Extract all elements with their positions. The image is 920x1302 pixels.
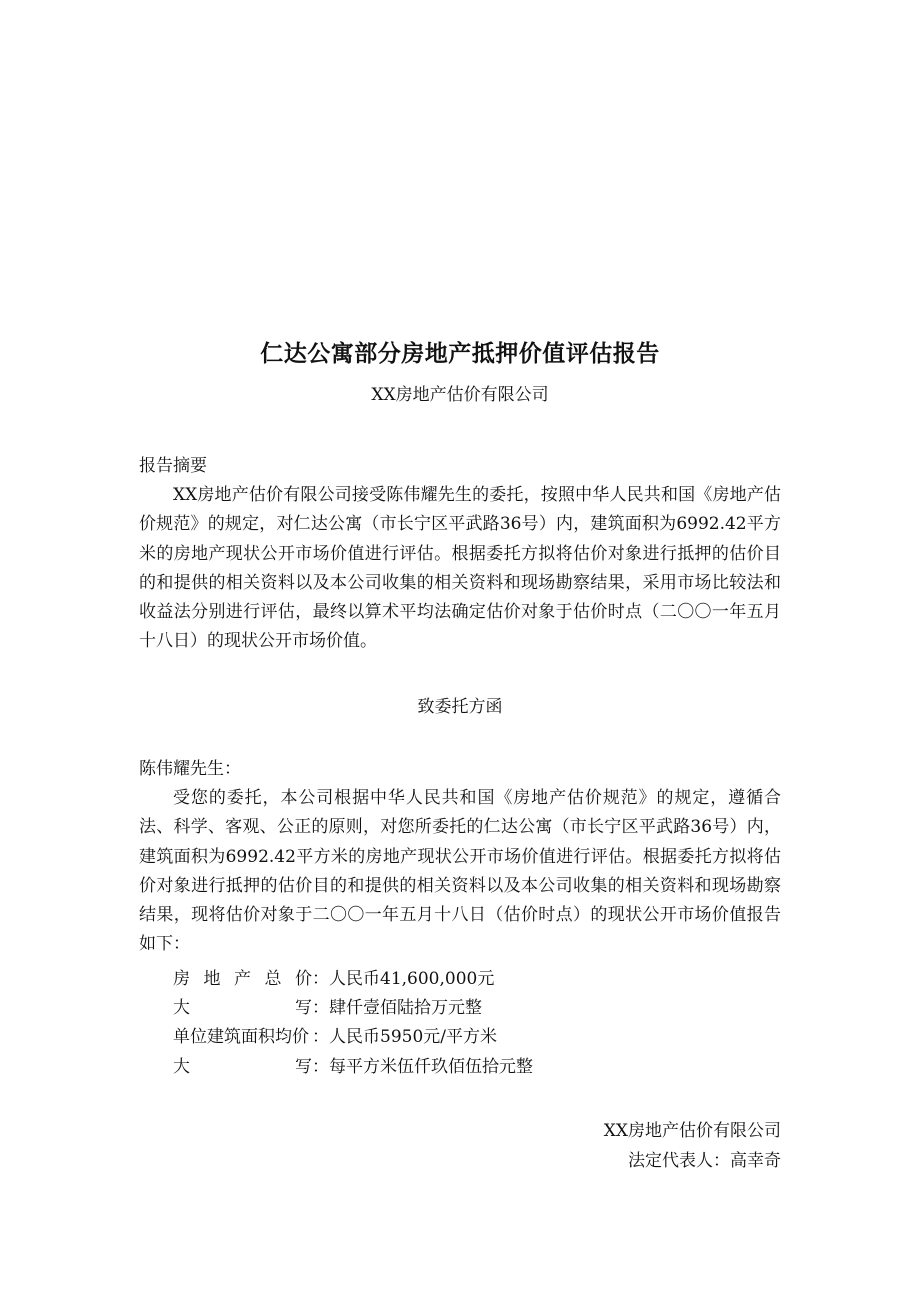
value-label: 大 写 — [173, 998, 312, 1019]
summary-heading: 报告摘要 — [139, 456, 207, 476]
signature-company: XX房地产估价有限公司 — [603, 1121, 781, 1141]
value-row-total-capital — [173, 994, 533, 1023]
value-row-total — [173, 965, 533, 994]
value-label: 房 地 产 总 价 — [173, 969, 312, 989]
summary-section — [139, 452, 781, 656]
company-subtitle: XX房地产估价有限公司 — [371, 385, 549, 405]
valuation-results — [173, 965, 533, 1082]
letter-section — [139, 755, 781, 959]
report-title: 仁达公寓部分房地产抵押价值评估报告 — [260, 341, 660, 367]
value-text: 人民币41,600,000元 — [329, 969, 495, 989]
value-text: 肆仟壹佰陆拾万元整 — [329, 998, 482, 1019]
summary-paragraph: XX房地产估价有限公司接受陈伟耀先生的委托，按照中华人民共和国《房地产估价规范》的规定，对仁达公寓（市长宁区平武路36号）内，建筑面积为6992.42平方米的房地产现状公开市场价值进行评估。根据委托方拟将估价对象进行抵押的估价目的和提供的相关资料以及本公司收集的相关资料和现场勘察结果，采用市场比较法和收益法分别进行评估，最终以算术平均法确定估价对象于估价时点（二〇〇一年五月十八日）的现状公开市场价值。 — [139, 485, 781, 652]
letter-salutation: 陈伟耀先生： — [139, 759, 241, 779]
value-row-unit-capital — [173, 1053, 533, 1082]
value-text: 每平方米伍仟玖佰伍拾元整 — [329, 1056, 533, 1077]
value-colon: ： — [312, 1027, 329, 1048]
value-colon: ： — [312, 969, 329, 989]
value-colon: ： — [312, 1056, 329, 1077]
letter-paragraph: 受您的委托，本公司根据中华人民共和国《房地产估价规范》的规定，遵循合法、科学、客观、公正的原则，对您所委托的仁达公寓（市长宁区平武路36号）内，建筑面积为6992.42平方米的房地产现状公开市场价值进行评估。根据委托方拟将估价对象进行抵押的估价目的和提供的相关资料以及本公司收集的相关资料和现场勘察结果，现将估价对象于二〇〇一年五月十八日（估价时点）的现状公开市场价值报告如下： — [139, 788, 781, 955]
value-colon: ： — [312, 998, 329, 1019]
value-label: 单位建筑面积均价 — [173, 1027, 309, 1048]
value-label: 大 写 — [173, 1056, 312, 1077]
signature-block — [604, 1117, 781, 1176]
letter-heading: 致委托方函 — [417, 697, 503, 717]
value-row-unit-price — [173, 1023, 533, 1052]
value-text: 人民币5950元/平方米 — [329, 1027, 497, 1048]
signature-representative: 法定代表人：高幸奇 — [628, 1150, 781, 1171]
